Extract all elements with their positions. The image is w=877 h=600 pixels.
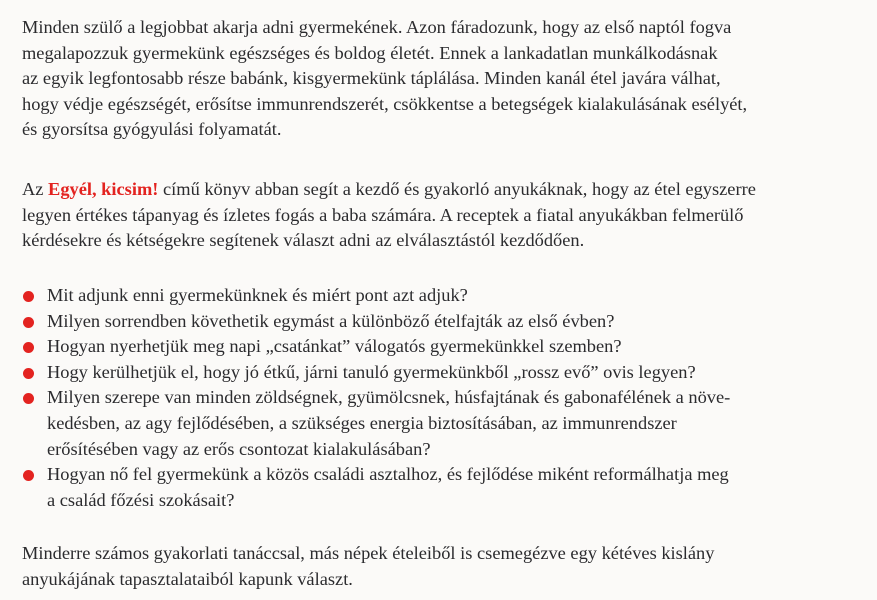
closing-line: anyukájának tapasztalataiból kapunk választ. bbox=[22, 568, 353, 589]
closing-paragraph bbox=[22, 541, 852, 592]
intro-line: hogy védje egészségét, erősítse immunrendszerét, csökkentse a betegségek kialakulásának esélyét, bbox=[22, 93, 748, 114]
question-item bbox=[22, 283, 852, 309]
book-title: Egyél, kicsim! bbox=[48, 179, 159, 199]
book-line: kérdésekre és kétségekre segítenek választ adni az elválasztástól kezdődően. bbox=[22, 230, 585, 251]
intro-line: az egyik legfontosabb része babánk, kisgyermekünk táplálása. Minden kanál étel javára válhat, bbox=[22, 68, 721, 89]
intro-line: megalapozzuk gyermekünk egészséges és boldog életét. Ennek a lankadatlan munkálkodásnak bbox=[22, 42, 718, 63]
question-line: erősítésében vagy az erős csontozat kialakulásában? bbox=[47, 438, 431, 459]
question-line: Milyen sorrendben követhetik egymást a különböző ételfajták az első évben? bbox=[47, 310, 615, 331]
question-line: Hogy kerülhetjük el, hogy jó étkű, járni tanuló gyermekünkből „rossz evő” ovis legyen? bbox=[47, 361, 696, 382]
red-bullet-dot bbox=[23, 393, 34, 404]
question-item bbox=[22, 385, 852, 462]
question-item bbox=[22, 309, 852, 335]
intro-paragraph bbox=[22, 15, 852, 143]
question-item bbox=[22, 334, 852, 360]
book-line bbox=[22, 177, 852, 203]
question-line: a család főzési szokásait? bbox=[47, 489, 235, 510]
intro-line: Minden szülő a legjobbat akarja adni gyermekének. Azon fáradozunk, hogy az első naptól fogva bbox=[22, 17, 732, 37]
closing-line: Minderre számos gyakorlati tanáccsal, más népek ételeiből is csemegézve egy kétéves kislány bbox=[22, 543, 715, 563]
red-bullet-dot bbox=[23, 470, 34, 481]
question-item bbox=[22, 462, 852, 513]
question-line: Milyen szerepe van minden zöldségnek, gyümölcsnek, húsfajtának és gabonafélének a növe- bbox=[47, 387, 731, 408]
book-paragraph bbox=[22, 177, 852, 254]
question-line: kedésben, az agy fejlődésében, a szükséges energia biztosításában, az immunrendszer bbox=[47, 412, 677, 433]
question-list bbox=[22, 283, 852, 513]
red-bullet-dot bbox=[23, 368, 34, 379]
red-bullet-dot bbox=[23, 342, 34, 353]
question-line: Hogyan nő fel gyermekünk a közös családi asztalhoz, és fejlődése miként reformálhatja meg bbox=[47, 464, 729, 485]
book-prefix: Az bbox=[22, 179, 49, 199]
question-line: Mit adjunk enni gyermekünknek és miért pont azt adjuk? bbox=[47, 285, 468, 305]
book-line1-rest: című könyv abban segít a kezdő és gyakorló anyukáknak, hogy az étel egyszerre bbox=[158, 179, 756, 199]
question-line: Hogyan nyerhetjük meg napi „csatánkat” válogatós gyermekünkkel szemben? bbox=[47, 336, 622, 357]
intro-line: és gyorsítsa gyógyulási folyamatát. bbox=[22, 119, 282, 140]
book-line: legyen értékes tápanyag és ízletes fogás a baba számára. A receptek a fiatal anyukákban felmerülő bbox=[22, 204, 744, 225]
red-bullet-dot bbox=[23, 317, 34, 328]
red-bullet-dot bbox=[23, 291, 34, 302]
question-item bbox=[22, 360, 852, 386]
